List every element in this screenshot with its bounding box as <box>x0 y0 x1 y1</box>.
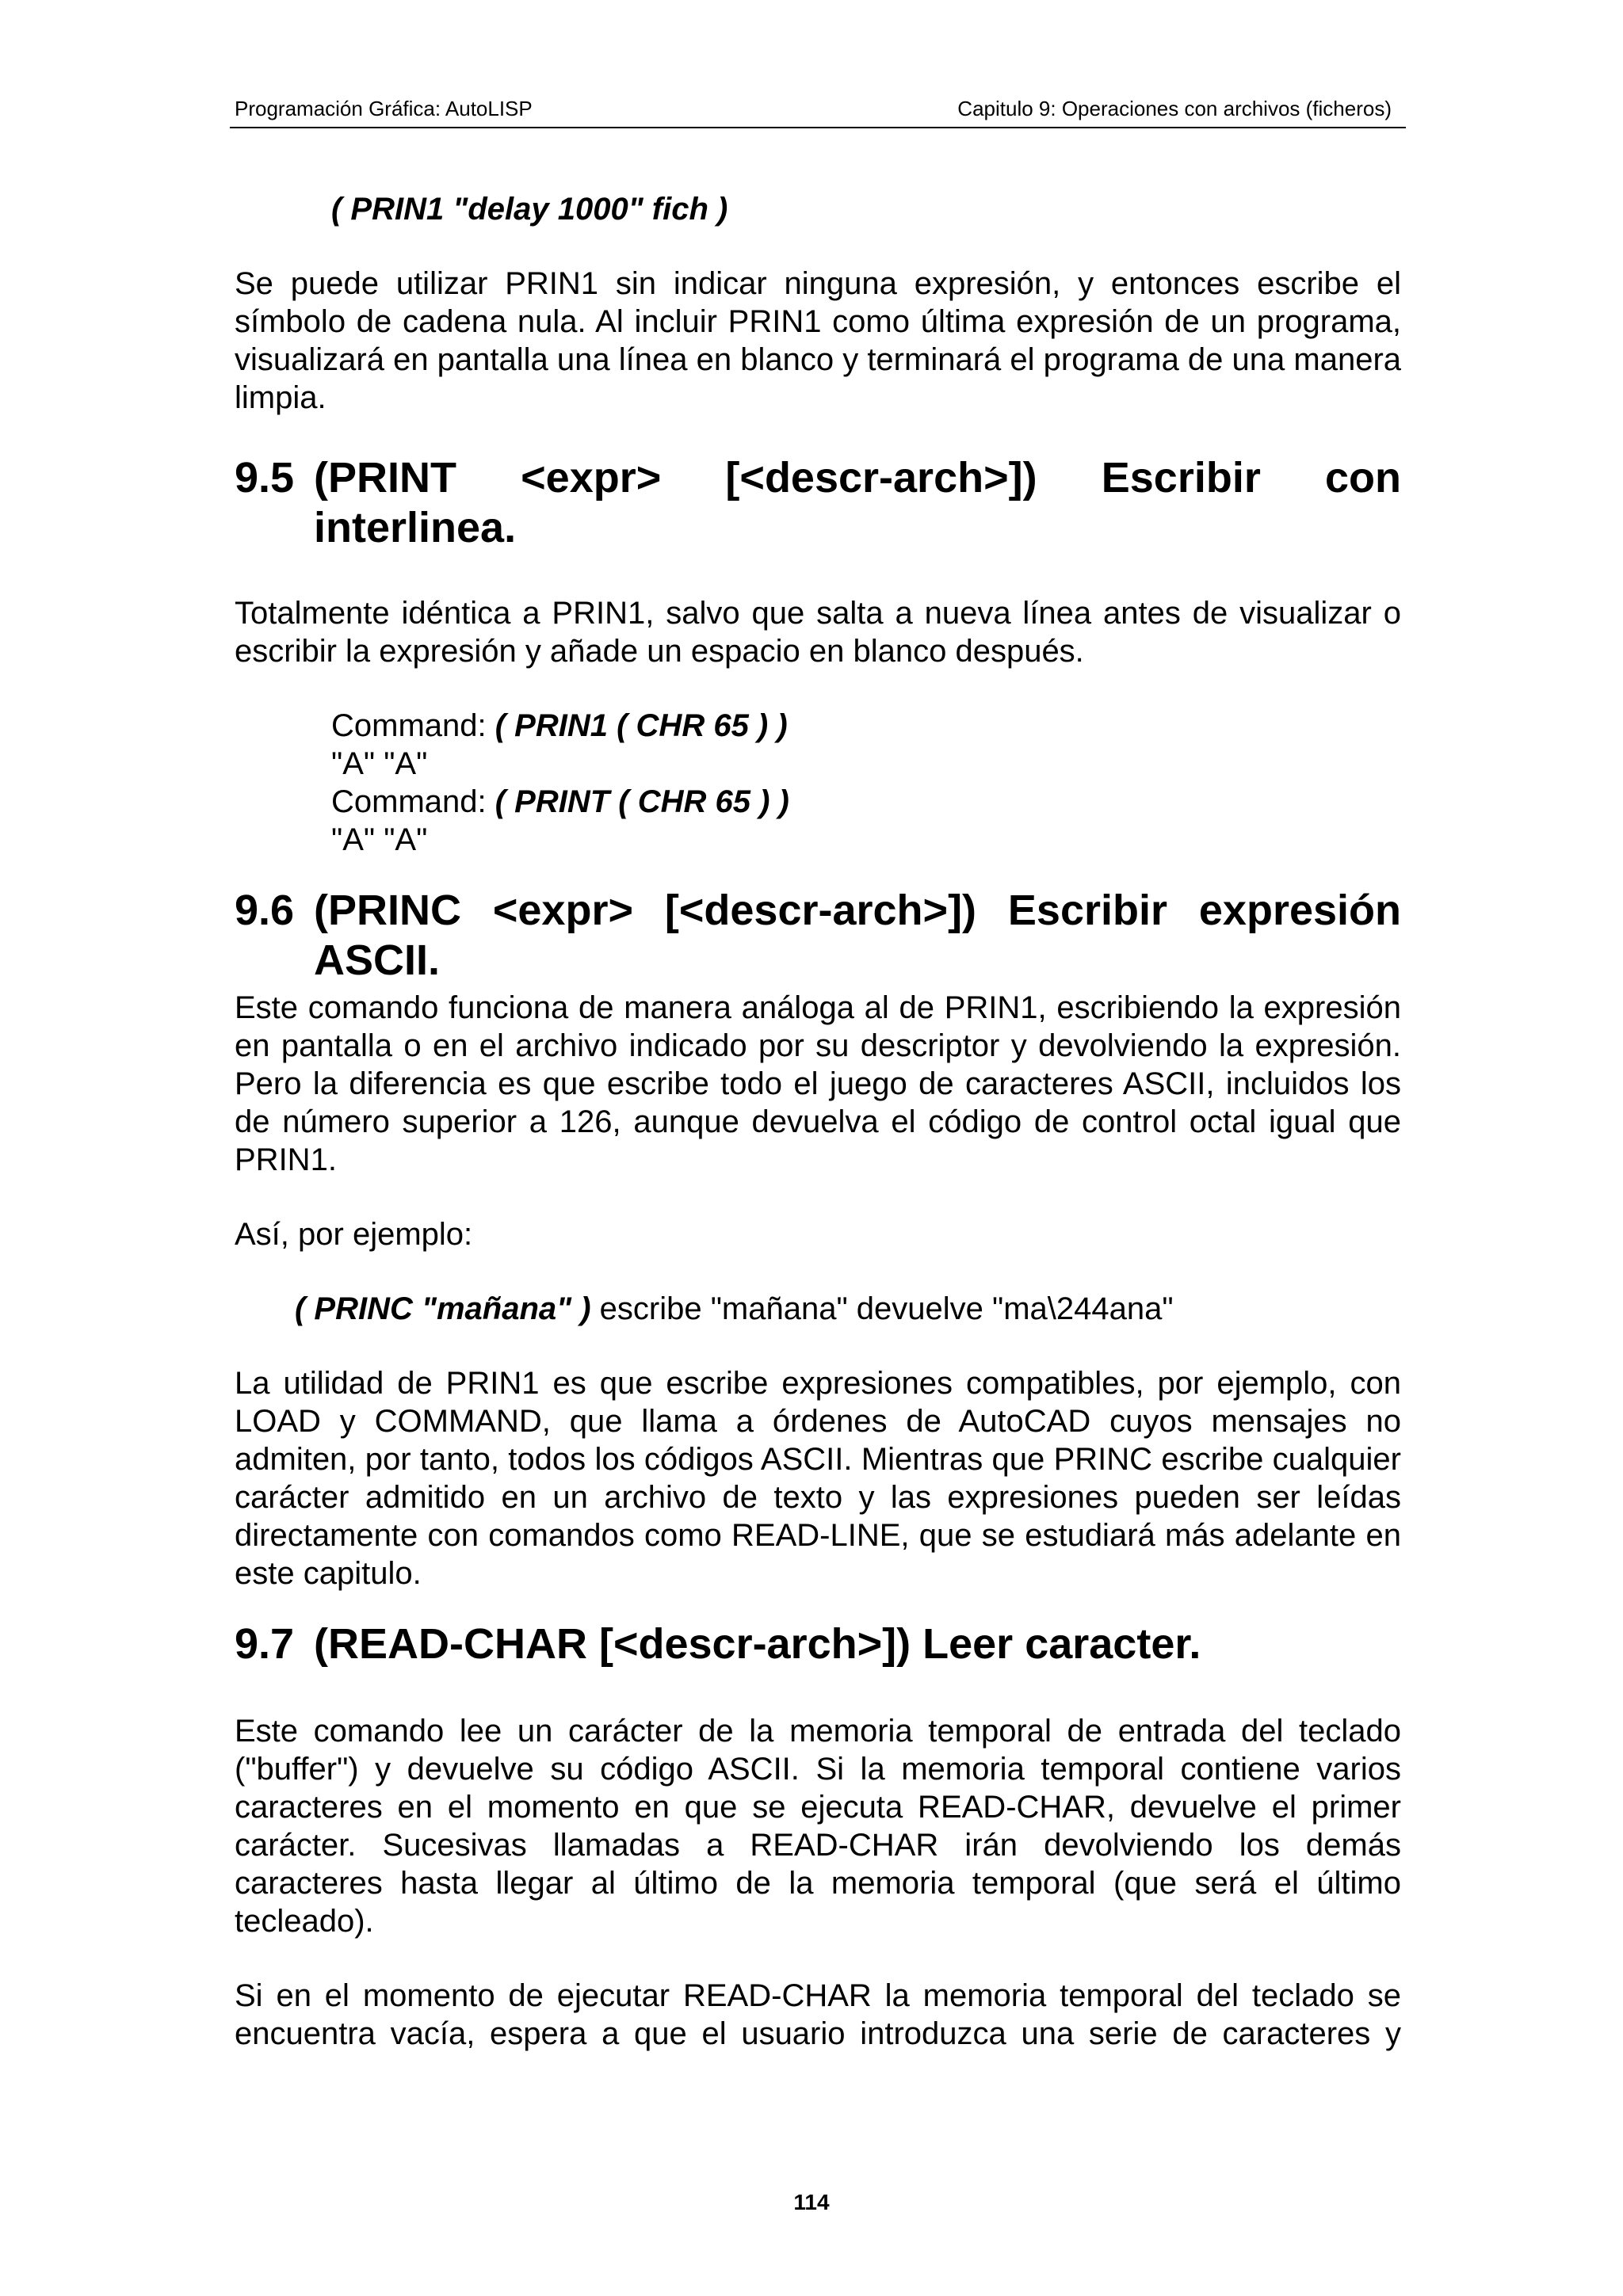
section-heading-9-5 <box>235 453 1401 553</box>
princ-example-result: escribe "mañana" devuelve "ma\244ana" <box>590 1291 1174 1326</box>
page-content <box>235 190 1401 2053</box>
header-chapter-title: Capitulo 9: Operaciones con archivos (ficheros) <box>957 97 1392 120</box>
command-label: Command: <box>331 784 495 819</box>
section-heading-9-7 <box>235 1619 1401 1669</box>
page-number: 114 <box>793 2190 830 2214</box>
command-example-block <box>331 707 1401 859</box>
paragraph-princ-description: Este comando funciona de manera análoga al de PRIN1, escribiendo la expresión en pantalla o en el archivo indicado por su descriptor y devolviendo la expresión. Pero la diferencia es que escribe todo el juego de caracteres ASCII, incluidos los de número superior a 126, aunque devuelva el código de control octal igual que PRIN1. <box>235 990 1401 1177</box>
paragraph-print-description: Totalmente idéntica a PRIN1, salvo que salta a nueva línea antes de visualizar o escribir la expresión y añade un espacio en blanco después. <box>235 596 1401 669</box>
command-code: ( PRINT ( CHR 65 ) ) <box>495 784 789 819</box>
page-header <box>230 93 1406 128</box>
command-line-1 <box>331 707 1401 745</box>
command-code: ( PRIN1 ( CHR 65 ) ) <box>495 708 788 743</box>
paragraph-read-char-description: Este comando lee un carácter de la memoria temporal de entrada del teclado ("buffer") y devuelve su código ASCII. Si la memoria temporal contiene varios caracteres en el momento en que se ejecuta READ-CHAR, devuelve el primer carácter. Sucesivas llamadas a READ-CHAR irán devolviendo los demás caracteres hasta llegar al último de la memoria temporal (que será el último tecleado). <box>235 1714 1401 1939</box>
princ-example-line <box>295 1290 1401 1328</box>
command-output-1: "A" "A" <box>331 746 428 781</box>
section-title-line1: (PRINC <expr> [<descr-arch>]) Escribir expresión <box>314 887 1401 934</box>
section-title-line1: (READ-CHAR [<descr-arch>]) Leer caracter. <box>314 1620 1201 1668</box>
section-title-line1: (PRINT <expr> [<descr-arch>]) Escribir con <box>314 454 1401 502</box>
section-heading-9-6 <box>235 886 1401 986</box>
code-example-prin1-delay: ( PRIN1 "delay 1000" fich ) <box>331 192 728 227</box>
princ-example-code: ( PRINC "mañana" ) <box>295 1291 591 1326</box>
paragraph-read-char-empty-buffer: Si en el momento de ejecutar READ-CHAR la memoria temporal del teclado se encuentra vacía, espera a que el usuario introduzca una serie de caracteres y <box>235 1978 1401 2051</box>
section-title-line2: interlinea. <box>314 504 517 551</box>
command-line-2 <box>331 783 1401 821</box>
header-book-title: Programación Gráfica: AutoLISP <box>235 97 533 120</box>
paragraph-example-intro: Así, por ejemplo: <box>235 1217 473 1252</box>
paragraph-prin1-utility: La utilidad de PRIN1 es que escribe expresiones compatibles, por ejemplo, con LOAD y COMMAND, que llama a órdenes de AutoCAD cuyos mensajes no admiten, por tanto, todos los códigos ASCII. Mientras que PRINC escribe cualquier carácter admitido en un archivo de texto y las expresiones pueden ser leídas directamente con comandos como READ-LINE, que se estudiará más adelante en este capitulo. <box>235 1366 1401 1591</box>
section-title-line2: ASCII. <box>314 936 441 984</box>
section-number: 9.5 <box>235 454 295 502</box>
command-output-2: "A" "A" <box>331 822 428 857</box>
section-number: 9.7 <box>235 1620 295 1668</box>
paragraph-prin1-null: Se puede utilizar PRIN1 sin indicar ninguna expresión, y entonces escribe el símbolo de cadena nula. Al incluir PRIN1 como última expresión de un programa, visualizará en pantalla una línea en blanco y terminará el programa de una manera limpia. <box>235 266 1402 415</box>
command-label: Command: <box>331 708 495 743</box>
section-number: 9.6 <box>235 887 295 934</box>
